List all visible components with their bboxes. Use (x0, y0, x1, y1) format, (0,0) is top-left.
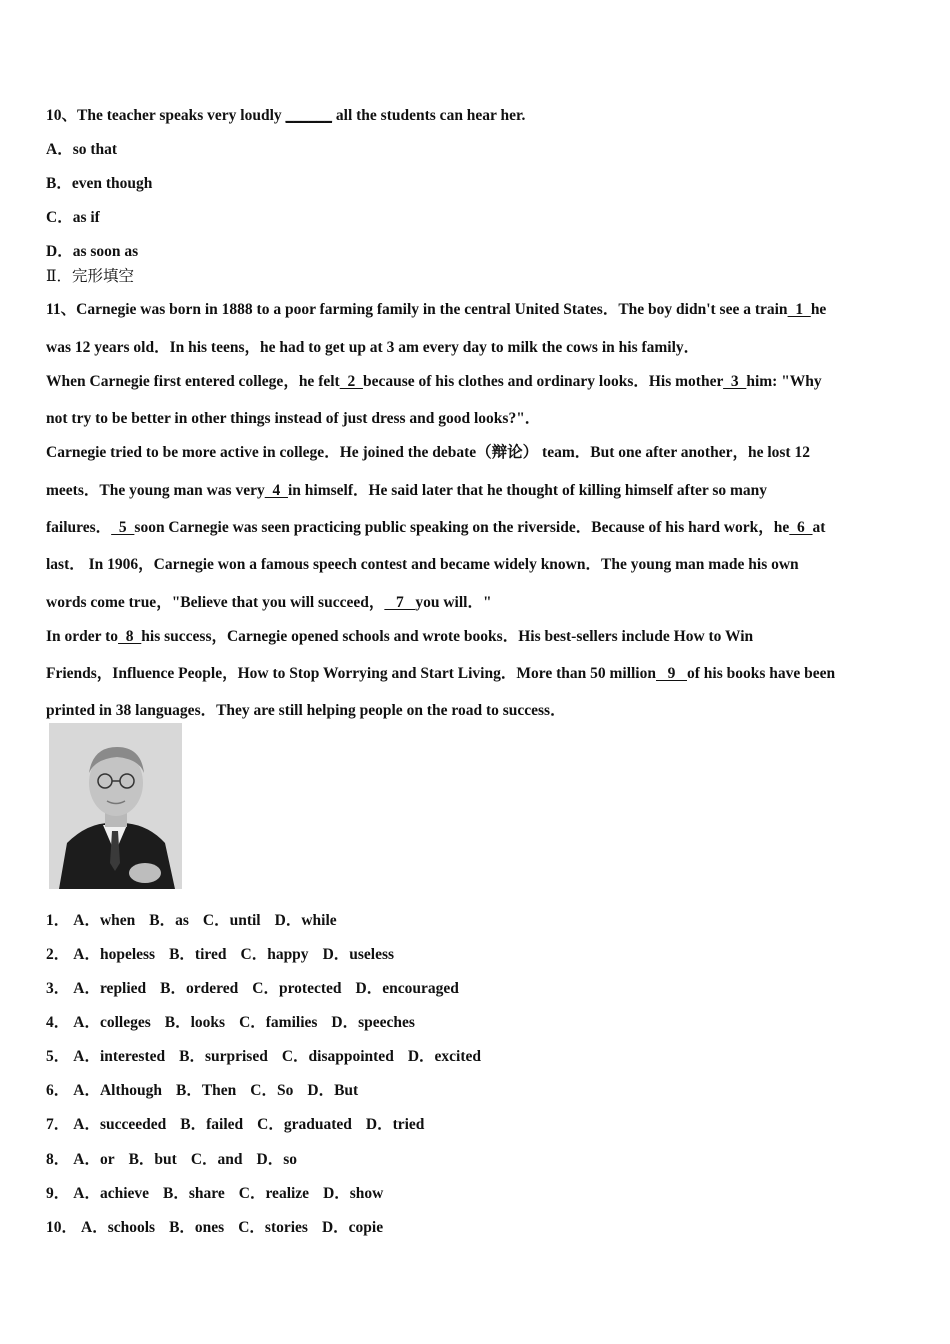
answer-option: C．until (202, 912, 261, 929)
answer-option: B．Then (175, 1082, 237, 1099)
answer-option: C．protected (252, 980, 342, 997)
answer-number: 7． (46, 1116, 70, 1133)
answer-option: D．while (274, 912, 337, 929)
cloze-blank: 2 (339, 373, 363, 390)
answer-option: A．succeeded (73, 1116, 167, 1133)
passage-line (46, 478, 767, 500)
passage-text: words come true，"Believe that you will succeed， (46, 594, 385, 611)
portrait-photo (49, 723, 182, 889)
portrait-icon (49, 723, 182, 889)
answer-option: B．as (149, 912, 189, 929)
answer-number: 2． (46, 946, 70, 963)
answer-number: 9． (46, 1185, 70, 1202)
passage-text: When Carnegie first entered college，he felt (46, 373, 340, 390)
question-10-option-d: D．as soon as (46, 243, 139, 260)
question-10-option-c: C．as if (46, 209, 100, 226)
answer-option: B．ones (169, 1219, 225, 1236)
passage-text: failures． (46, 519, 112, 536)
answer-option: C．graduated (257, 1116, 352, 1133)
question-10-stem (46, 103, 525, 125)
passage-text: soon Carnegie was seen practicing public speaking on the riverside．Because of his hard work，he (134, 519, 790, 536)
passage-text: in himself．He said later that he thought of killing himself after so many (287, 482, 768, 499)
answer-number: 1． (46, 912, 70, 929)
answer-number: 10． (46, 1219, 78, 1236)
answer-row (46, 1078, 372, 1100)
answer-row (46, 1044, 495, 1066)
answer-row (46, 1112, 438, 1134)
answer-option: D．tried (365, 1116, 425, 1133)
answer-option: B．failed (180, 1116, 244, 1133)
answer-number: 5． (46, 1048, 70, 1065)
answer-option: B．share (163, 1185, 225, 1202)
passage-line (46, 515, 825, 537)
answer-number: 8． (46, 1151, 70, 1168)
answer-row (46, 1010, 429, 1032)
cloze-blank: 7 (384, 594, 416, 611)
answer-option: A．hopeless (73, 946, 156, 963)
answer-option: D．useless (322, 946, 395, 963)
passage-text: at (812, 519, 826, 536)
cloze-blank: 5 (111, 519, 135, 536)
answer-option: B．tired (169, 946, 227, 963)
answer-option: D．encouraged (355, 980, 459, 997)
cloze-blank: 8 (118, 628, 142, 645)
passage-text: his success，Carnegie opened schools and wrote books．His best-sellers include How to Win (141, 628, 754, 645)
question-10-text-after: all the students can hear her. (332, 107, 526, 124)
answer-number: 6． (46, 1082, 70, 1099)
answer-option: A．schools (81, 1219, 156, 1236)
passage-line (46, 369, 822, 391)
answer-option: B．but (128, 1151, 177, 1168)
passage-text: you will．" (415, 594, 492, 611)
section-heading: Ⅱ．完形填空 (46, 268, 135, 285)
cloze-blank: 4 (264, 482, 288, 499)
question-10-blank: ______ (285, 107, 333, 124)
answer-option: A．colleges (73, 1014, 151, 1031)
cloze-blank: 1 (787, 301, 811, 318)
passage-text: last． In 1906，Carnegie won a famous speech contest and became widely known．The young man made his own (46, 556, 799, 573)
passage-text: him: "Why (746, 373, 822, 390)
cloze-blank: 3 (723, 373, 747, 390)
answer-option: A．replied (73, 980, 147, 997)
passage-text: Friends，Influence People，How to Stop Worrying and Start Living．More than 50 million (46, 665, 656, 682)
passage-line (46, 661, 835, 683)
passage-line (46, 335, 699, 357)
question-10-text-before: 10、The teacher speaks very loudly (46, 107, 286, 124)
answer-option: C．realize (238, 1185, 310, 1202)
passage-text: of his books have been (686, 665, 836, 682)
answer-option: D．show (323, 1185, 384, 1202)
answer-option: D．excited (407, 1048, 481, 1065)
passage-text: In order to (46, 628, 119, 645)
passage-text: was 12 years old．In his teens，he had to get up at 3 am every day to milk the cows in his family． (46, 339, 700, 356)
answer-option: A．Although (73, 1082, 162, 1099)
answer-row (46, 1147, 311, 1169)
passage-text: meets．The young man was very (46, 482, 265, 499)
passage-text: not try to be better in other things instead of just dress and good looks?"． (46, 410, 541, 427)
passage-text: printed in 38 languages．They are still helping people on the road to success． (46, 702, 566, 719)
passage-line (46, 440, 810, 462)
cloze-blank: 9 (655, 665, 687, 682)
answer-row (46, 1215, 397, 1237)
cloze-blank: 6 (789, 519, 813, 536)
answer-option: D．so (256, 1151, 298, 1168)
passage-line (46, 624, 753, 646)
answer-number: 3． (46, 980, 70, 997)
answer-option: C．and (190, 1151, 243, 1168)
question-10-option-b: B．even though (46, 175, 153, 192)
answer-option: C．stories (238, 1219, 308, 1236)
answer-option: A．when (73, 912, 136, 929)
answer-option: A．interested (73, 1048, 166, 1065)
passage-line (46, 297, 826, 319)
answer-option: B．surprised (179, 1048, 268, 1065)
passage-text: Carnegie tried to be more active in college．He joined the debate（辩论） team．But one after another，he lost 12 (46, 444, 810, 461)
answer-option: D．But (307, 1082, 359, 1099)
passage-text: because of his clothes and ordinary looks．His mother (362, 373, 724, 390)
answer-row (46, 1181, 397, 1203)
answer-option: C．families (239, 1014, 318, 1031)
answer-option: C．So (250, 1082, 294, 1099)
passage-line (46, 552, 799, 574)
passage-line (46, 698, 566, 720)
passage-line (46, 406, 540, 428)
answer-option: B．ordered (160, 980, 239, 997)
answer-option: C．disappointed (281, 1048, 394, 1065)
answer-option: D．speeches (331, 1014, 415, 1031)
answer-row (46, 976, 473, 998)
passage-line (46, 590, 492, 612)
question-10-option-a: A．so that (46, 141, 118, 158)
answer-option: A．achieve (73, 1185, 150, 1202)
answer-row (46, 908, 351, 930)
answer-option: A．or (73, 1151, 115, 1168)
answer-option: B．looks (164, 1014, 226, 1031)
answer-option: C．happy (240, 946, 309, 963)
answer-option: D．copie (321, 1219, 384, 1236)
passage-text: he (810, 301, 827, 318)
passage-text: 11、Carnegie was born in 1888 to a poor farming family in the central United States．The boy didn't see a train (46, 301, 788, 318)
answer-number: 4． (46, 1014, 70, 1031)
answer-row (46, 942, 408, 964)
